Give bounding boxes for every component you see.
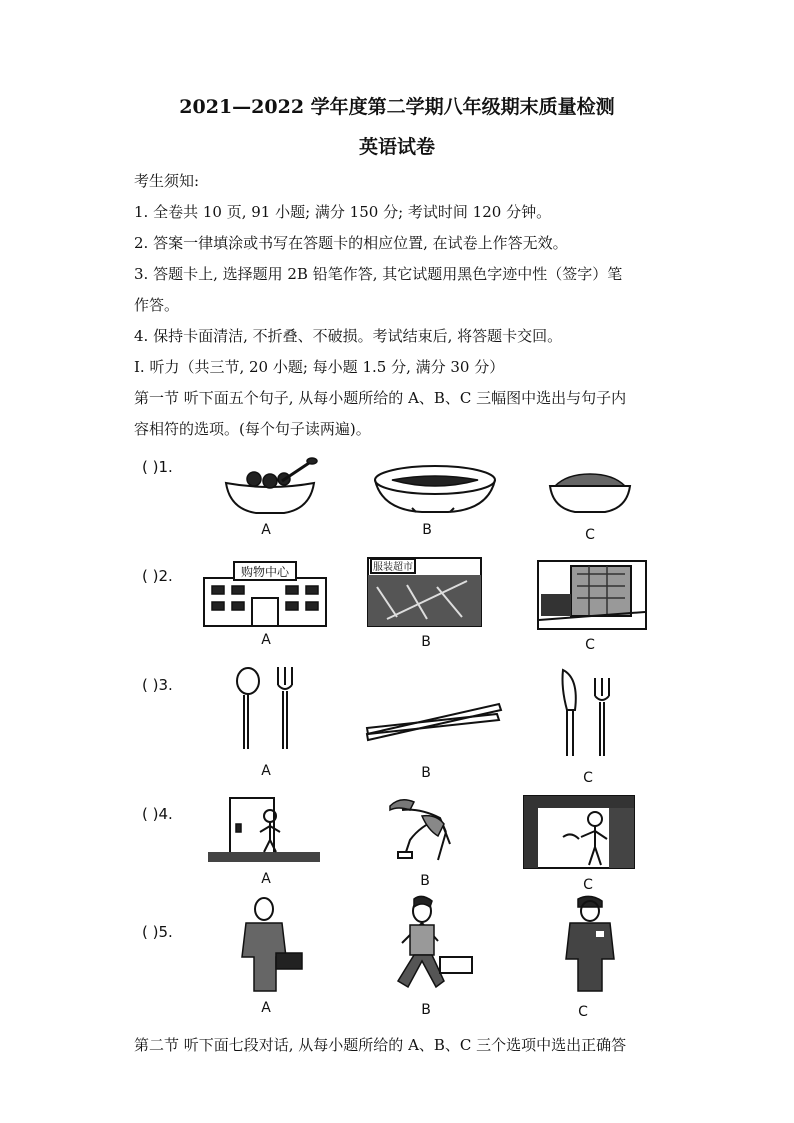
option-1c: C	[585, 527, 595, 543]
page-title: 2021—2022 学年度第二学期八年级期末质量检测	[179, 96, 615, 118]
option-2a: A	[261, 632, 271, 648]
option-3b: B	[421, 765, 431, 781]
part1-instruction-1: 第一节 听下面五个句子, 从每小题所给的 A、B、C 三幅图中选出与句子内	[134, 389, 627, 407]
notice-item-3-cont: 作答。	[134, 296, 180, 314]
question-label-5: ( )5.	[142, 923, 173, 941]
option-4b: B	[420, 873, 430, 889]
option-4a: A	[261, 871, 271, 887]
notice-heading: 考生须知:	[134, 172, 200, 190]
knife-fork-icon	[553, 668, 621, 758]
man-walking-bag-icon	[378, 895, 480, 995]
question-label-2: ( )2.	[142, 567, 173, 585]
shopping-center-icon	[202, 558, 328, 628]
clothing-store-icon	[367, 557, 482, 627]
man-with-briefcase-icon	[230, 895, 306, 995]
option-1a: A	[261, 522, 271, 538]
option-2c: C	[585, 637, 595, 653]
man-at-window-icon	[523, 795, 635, 869]
part2-instruction-1: 第二节 听下面七段对话, 从每小题所给的 A、B、C 三个选项中选出正确答	[134, 1036, 627, 1054]
notice-item-1: 1. 全卷共 10 页, 91 小题; 满分 150 分; 考试时间 120 分钟。	[134, 203, 552, 221]
man-standing-icon	[560, 895, 620, 995]
part1-instruction-2: 容相符的选项。(每个句子读两遍)。	[134, 420, 371, 438]
option-1b: B	[422, 522, 432, 538]
option-5c: C	[578, 1004, 588, 1020]
page-subtitle: 英语试卷	[358, 136, 435, 158]
notice-item-3: 3. 答题卡上, 选择题用 2B 铅笔作答, 其它试题用黑色字迹中性（签字）笔	[134, 265, 623, 283]
chopsticks-icon	[365, 700, 503, 742]
option-4c: C	[583, 877, 593, 893]
section-heading: I. 听力（共三节, 20 小题; 每小题 1.5 分, 满分 30 分）	[134, 358, 505, 376]
question-label-4: ( )4.	[142, 805, 173, 823]
man-picking-up-icon	[380, 796, 465, 866]
spoon-fork-icon	[234, 665, 304, 751]
notice-item-4: 4. 保持卡面清洁, 不折叠、不破损。考试结束后, 将答题卡交回。	[134, 327, 563, 345]
option-3c: C	[583, 770, 593, 786]
street-building-icon	[537, 560, 647, 630]
notice-item-2: 2. 答案一律填涂或书写在答题卡的相应位置, 在试卷上作答无效。	[134, 234, 568, 252]
man-at-door-icon	[208, 796, 320, 866]
option-2b: B	[421, 634, 431, 650]
shopping-center-sign: 购物中心	[240, 565, 290, 579]
bowl-rice-icon	[547, 470, 633, 516]
question-label-3: ( )3.	[142, 676, 173, 694]
bowl-noodles-icon	[372, 462, 498, 514]
option-3a: A	[261, 763, 271, 779]
question-label-1: ( )1.	[142, 458, 173, 476]
bowl-tangyuan-icon	[222, 455, 318, 517]
clothing-store-sign: 服装超市	[373, 562, 413, 573]
option-5a: A	[261, 1000, 271, 1016]
option-5b: B	[421, 1002, 431, 1018]
